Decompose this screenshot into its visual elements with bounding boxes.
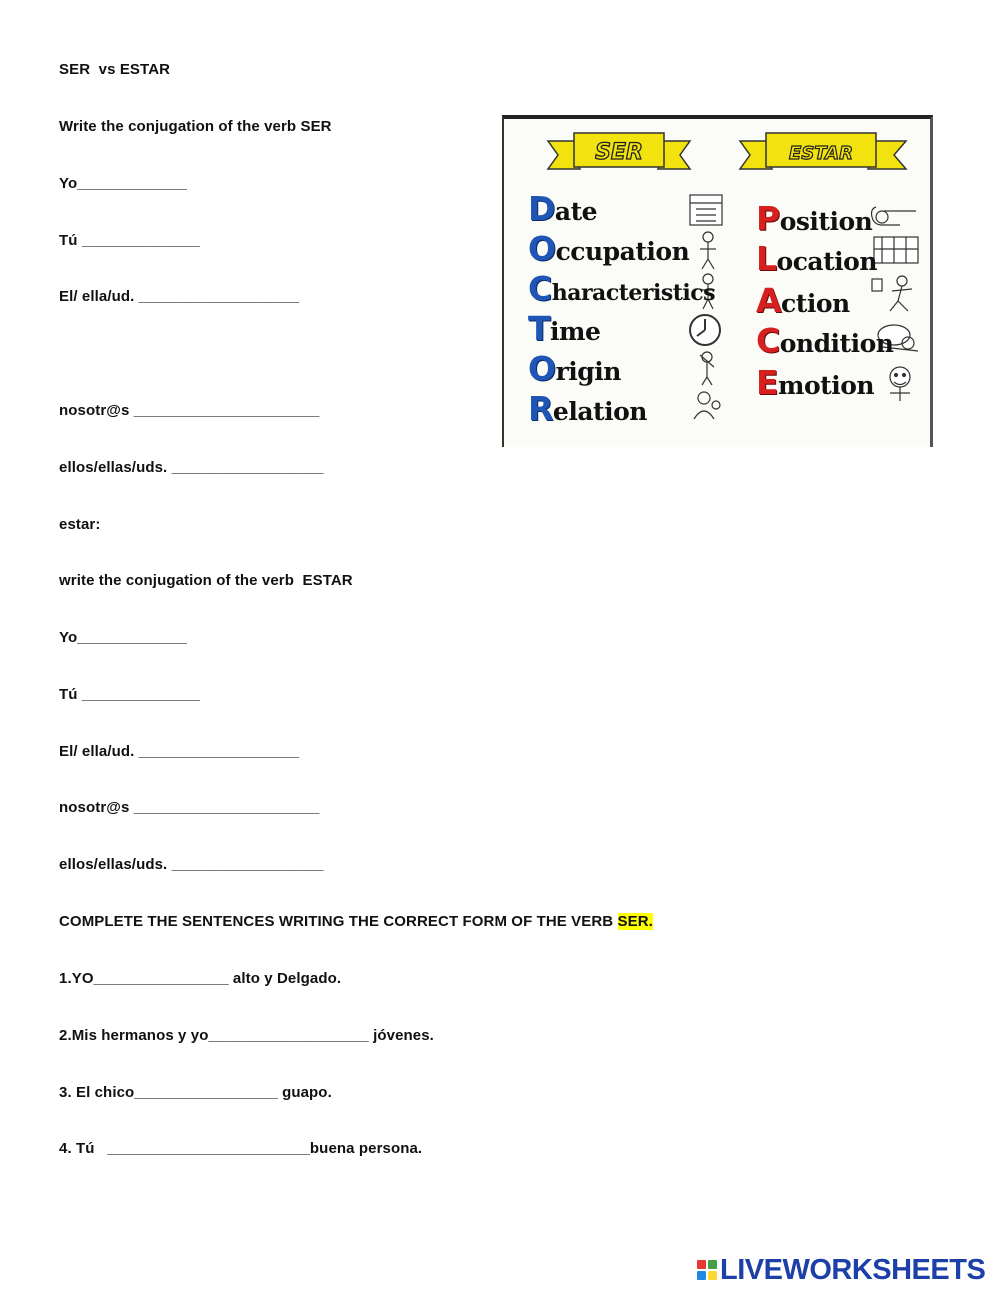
sentence-3[interactable]: 3. El chico_________________ guapo. [59, 1084, 332, 1101]
ser-instruction: Write the conjugation of the verb SER [59, 118, 332, 135]
estar-word-location-rest: ocation [776, 247, 878, 276]
ser-word-origin-cap: O [528, 349, 556, 388]
sentence-4[interactable]: 4. Tú ________________________buena persona. [59, 1140, 423, 1157]
estar-instruction: write the conjugation of the verb ESTAR [59, 572, 353, 589]
ser-word-occupation-cap: O [528, 229, 556, 268]
ser-word-date [528, 189, 597, 228]
estar-word-condition-rest: ondition [779, 329, 894, 358]
estar-word-emotion-cap: E [756, 363, 779, 402]
calendar-icon [690, 195, 722, 225]
ser-banner-text: SER [595, 140, 643, 165]
clock-icon [690, 315, 720, 345]
ser-row-yo[interactable]: Yo_____________ [59, 175, 188, 192]
estar-row-yo[interactable]: Yo_____________ [59, 629, 188, 646]
estar-word-action [756, 281, 850, 320]
ser-word-time-cap: T [528, 309, 551, 348]
estar-word-action-rest: ction [781, 289, 850, 318]
sentence-1[interactable]: 1.YO________________ alto y Delgado. [59, 970, 342, 987]
ser-row-nosotros[interactable]: nosotr@s ______________________ [59, 402, 320, 419]
estar-heading: estar: [59, 516, 101, 533]
complete-instruction [59, 913, 653, 930]
ser-word-characteristics [528, 269, 715, 308]
worksheet-title: SER vs ESTAR [59, 61, 171, 78]
logo-text: LIVEWORKSHEETS [720, 1253, 986, 1286]
statue-icon [700, 352, 714, 385]
estar-word-position-cap: P [756, 199, 780, 238]
ser-estar-graphic [502, 115, 933, 447]
estar-word-condition-cap: C [756, 321, 780, 360]
complete-instruction-text: COMPLETE THE SENTENCES WRITING THE CORRECT FORM OF THE VERB [59, 913, 618, 930]
runner-icon [872, 276, 912, 311]
ser-word-characteristics-rest: haracteristics [551, 280, 716, 306]
family-icon [694, 392, 720, 419]
estar-row-nosotros[interactable]: nosotr@s ______________________ [59, 799, 320, 816]
ser-row-ellos[interactable]: ellos/ellas/uds. __________________ [59, 459, 324, 476]
estar-word-location [756, 239, 877, 278]
highlighted-verb: SER. [617, 913, 653, 930]
liveworksheets-logo [697, 1255, 985, 1285]
estar-word-position [756, 199, 872, 238]
ser-word-relation-rest: elation [552, 397, 647, 426]
ser-word-origin [528, 349, 621, 388]
ser-word-relation-cap: R [528, 389, 553, 428]
ser-word-time-rest: ime [550, 317, 601, 346]
estar-word-location-cap: L [756, 239, 777, 278]
estar-word-condition [756, 321, 893, 360]
ser-banner [548, 133, 690, 169]
estar-word-action-cap: A [756, 281, 782, 320]
ser-word-date-cap: D [528, 189, 555, 228]
pointing-hand-icon [872, 207, 917, 225]
map-icon [874, 237, 918, 263]
sentence-2[interactable]: 2.Mis hermanos y yo___________________ jóvenes. [59, 1027, 434, 1044]
ser-word-relation [528, 389, 647, 428]
estar-word-position-rest: osition [779, 207, 873, 236]
logo-icon [697, 1260, 717, 1280]
ser-word-occupation [528, 229, 689, 268]
emotion-face-icon [890, 367, 910, 401]
ser-word-characteristics-cap: C [528, 269, 552, 308]
estar-word-emotion-rest: motion [778, 371, 875, 400]
ser-row-tu[interactable]: Tú ______________ [59, 232, 200, 249]
estar-banner-text: ESTAR [789, 143, 853, 164]
ser-word-date-rest: ate [554, 197, 598, 226]
ser-word-time [528, 309, 600, 348]
ser-word-origin-rest: rigin [555, 357, 621, 386]
estar-row-el[interactable]: El/ ella/ud. ___________________ [59, 743, 300, 760]
estar-word-emotion [756, 363, 874, 402]
ser-row-el[interactable]: El/ ella/ud. ___________________ [59, 288, 300, 305]
estar-banner [740, 133, 906, 169]
estar-row-tu[interactable]: Tú ______________ [59, 686, 200, 703]
ser-word-occupation-rest: ccupation [555, 237, 690, 266]
estar-row-ellos[interactable]: ellos/ellas/uds. __________________ [59, 856, 324, 873]
worker-icon [700, 232, 716, 269]
